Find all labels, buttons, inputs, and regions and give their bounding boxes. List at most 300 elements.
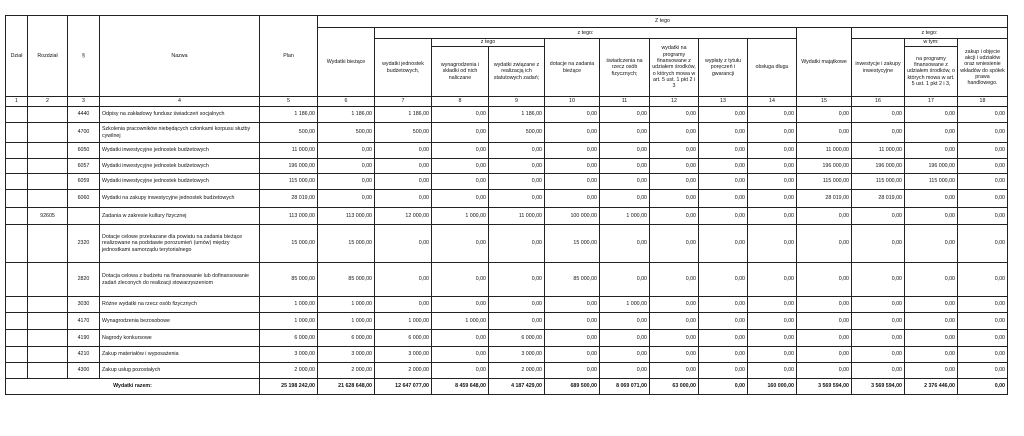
cell-paragraf: 6057	[68, 159, 100, 174]
header-obsluga-dlugu: obsługa długu	[748, 39, 797, 97]
cell-value: 0,00	[432, 174, 489, 190]
cell-value: 0,00	[958, 297, 1008, 313]
cell-nazwa: Wynagrodzenia bezosobowe	[100, 313, 260, 330]
column-number: 14	[748, 97, 797, 107]
cell-value: 115 000,00	[797, 174, 852, 190]
cell-value: 2 000,00	[318, 363, 375, 379]
cell-value: 0,00	[699, 363, 748, 379]
cell-value: 0,00	[958, 208, 1008, 225]
cell-value: 0,00	[650, 263, 699, 297]
cell-dzial	[6, 107, 28, 123]
cell-value: 3 000,00	[318, 347, 375, 363]
cell-value: 1 000,00	[432, 208, 489, 225]
table-row	[6, 159, 1008, 174]
cell-value: 196 000,00	[797, 159, 852, 174]
cell-value: 0,00	[650, 330, 699, 347]
cell-nazwa: Różne wydatki na rzecz osób fizycznych	[100, 297, 260, 313]
cell-value: 0,00	[852, 123, 905, 143]
cell-value: 0,00	[375, 143, 432, 159]
total-value: 689 500,00	[545, 379, 600, 395]
cell-value: 196 000,00	[260, 159, 318, 174]
cell-value: 0,00	[905, 143, 958, 159]
cell-value: 15 000,00	[260, 225, 318, 263]
cell-nazwa: Odpisy na zakładowy fundusz świadczeń socjalnych	[100, 107, 260, 123]
cell-value: 0,00	[748, 143, 797, 159]
cell-value: 0,00	[905, 263, 958, 297]
cell-value: 0,00	[797, 297, 852, 313]
total-value: 3 569 594,00	[852, 379, 905, 395]
cell-value: 12 000,00	[375, 208, 432, 225]
cell-value: 0,00	[375, 263, 432, 297]
cell-value: 0,00	[958, 123, 1008, 143]
total-value: 0,00	[958, 379, 1008, 395]
header-w-tym: w tym:	[905, 39, 958, 47]
cell-value: 0,00	[699, 107, 748, 123]
column-number: 17	[905, 97, 958, 107]
cell-value: 0,00	[852, 225, 905, 263]
cell-value: 85 000,00	[318, 263, 375, 297]
cell-value: 0,00	[545, 190, 600, 208]
cell-value: 0,00	[905, 123, 958, 143]
cell-value: 113 000,00	[260, 208, 318, 225]
total-value: 63 000,00	[650, 379, 699, 395]
header-wydatki-statutowe: wydatki związane z realizacją ich statutowych zadań;	[489, 47, 545, 97]
cell-value: 115 000,00	[905, 174, 958, 190]
column-number: 11	[600, 97, 650, 107]
cell-paragraf: 4440	[68, 107, 100, 123]
cell-value: 0,00	[432, 263, 489, 297]
cell-value: 0,00	[600, 363, 650, 379]
column-number: 12	[650, 97, 699, 107]
cell-value: 0,00	[600, 313, 650, 330]
cell-value: 0,00	[748, 263, 797, 297]
cell-dzial	[6, 347, 28, 363]
cell-rozdzial	[28, 297, 68, 313]
cell-rozdzial	[28, 347, 68, 363]
cell-value: 0,00	[852, 347, 905, 363]
table-row	[6, 330, 1008, 347]
column-number: 9	[489, 97, 545, 107]
table-row	[6, 313, 1008, 330]
cell-value: 3 000,00	[375, 347, 432, 363]
cell-value: 0,00	[432, 190, 489, 208]
total-value: 8 459 648,00	[432, 379, 489, 395]
cell-value: 6 000,00	[260, 330, 318, 347]
cell-value: 0,00	[600, 190, 650, 208]
cell-value: 0,00	[797, 208, 852, 225]
header-inwestycje: inwestycje i zakupy inwestycyjne	[852, 39, 905, 97]
cell-value: 1 000,00	[260, 297, 318, 313]
total-label: Wydatki razem:	[6, 379, 260, 395]
header-paragraf: §	[68, 16, 100, 97]
column-number: 2	[28, 97, 68, 107]
header-z-tego: Z tego	[318, 16, 1008, 28]
cell-dzial	[6, 263, 28, 297]
cell-dzial	[6, 313, 28, 330]
cell-value: 0,00	[545, 363, 600, 379]
cell-value: 0,00	[852, 208, 905, 225]
cell-value: 0,00	[699, 263, 748, 297]
cell-value: 115 000,00	[852, 174, 905, 190]
cell-value: 0,00	[318, 159, 375, 174]
cell-value: 0,00	[797, 313, 852, 330]
cell-nazwa: Szkolenia pracowników niebędących członkami korpusu służby cywilnej	[100, 123, 260, 143]
table-row	[6, 363, 1008, 379]
cell-value: 0,00	[650, 143, 699, 159]
cell-value: 0,00	[905, 347, 958, 363]
cell-value: 0,00	[958, 107, 1008, 123]
table-row	[6, 347, 1008, 363]
column-number: 18	[958, 97, 1008, 107]
cell-value: 85 000,00	[545, 263, 600, 297]
cell-value: 0,00	[545, 143, 600, 159]
cell-value: 0,00	[797, 123, 852, 143]
cell-value: 0,00	[958, 313, 1008, 330]
cell-rozdzial	[28, 174, 68, 190]
cell-value: 113 000,00	[318, 208, 375, 225]
cell-dzial	[6, 330, 28, 347]
cell-value: 0,00	[797, 263, 852, 297]
cell-value: 0,00	[852, 313, 905, 330]
column-number: 10	[545, 97, 600, 107]
cell-value: 0,00	[958, 159, 1008, 174]
cell-value: 0,00	[545, 174, 600, 190]
cell-value: 0,00	[375, 225, 432, 263]
cell-rozdzial	[28, 107, 68, 123]
cell-value: 0,00	[650, 174, 699, 190]
cell-value: 2 000,00	[375, 363, 432, 379]
cell-rozdzial	[28, 159, 68, 174]
cell-value: 0,00	[432, 123, 489, 143]
cell-value: 0,00	[432, 225, 489, 263]
cell-value: 11 000,00	[852, 143, 905, 159]
cell-value: 1 186,00	[375, 107, 432, 123]
cell-value: 0,00	[852, 263, 905, 297]
cell-rozdzial	[28, 330, 68, 347]
cell-nazwa: Zakup materiałów i wyposażenia	[100, 347, 260, 363]
cell-value: 0,00	[489, 174, 545, 190]
cell-rozdzial: 92605	[28, 208, 68, 225]
cell-value: 0,00	[748, 330, 797, 347]
cell-value: 1 000,00	[600, 297, 650, 313]
table-row	[6, 143, 1008, 159]
cell-value: 0,00	[699, 159, 748, 174]
table-row	[6, 297, 1008, 313]
cell-value: 0,00	[958, 190, 1008, 208]
total-value: 21 628 648,00	[318, 379, 375, 395]
column-number: 15	[797, 97, 852, 107]
budget-expenditure-table	[5, 15, 1008, 395]
total-value: 3 569 594,00	[797, 379, 852, 395]
cell-value: 0,00	[650, 297, 699, 313]
cell-value: 1 000,00	[432, 313, 489, 330]
total-value: 2 376 446,00	[905, 379, 958, 395]
cell-value: 1 000,00	[318, 313, 375, 330]
cell-value: 0,00	[600, 174, 650, 190]
cell-paragraf: 4210	[68, 347, 100, 363]
cell-value: 0,00	[545, 330, 600, 347]
table-row	[6, 208, 1008, 225]
header-wydatki-majatkowe: Wydatki majątkowe	[797, 28, 852, 97]
cell-value: 0,00	[600, 123, 650, 143]
cell-nazwa: Dotacja celowa z budżetu na finansowanie lub dofinansowanie zadań zleconych do realizacji stowarzyszeniom	[100, 263, 260, 297]
column-number: 16	[852, 97, 905, 107]
cell-value: 0,00	[650, 208, 699, 225]
cell-value: 0,00	[489, 313, 545, 330]
cell-value: 0,00	[375, 190, 432, 208]
cell-nazwa: Wydatki na zakupy inwestycyjne jednostek budżetowych	[100, 190, 260, 208]
cell-value: 0,00	[905, 107, 958, 123]
cell-value: 0,00	[748, 159, 797, 174]
cell-value: 0,00	[852, 107, 905, 123]
cell-value: 0,00	[650, 313, 699, 330]
cell-value: 0,00	[375, 174, 432, 190]
cell-value: 0,00	[600, 143, 650, 159]
cell-value: 0,00	[318, 190, 375, 208]
table-body	[6, 107, 1008, 395]
cell-value: 500,00	[489, 123, 545, 143]
cell-dzial	[6, 123, 28, 143]
cell-nazwa: Wydatki inwestycyjne jednostek budżetowych	[100, 174, 260, 190]
cell-value: 0,00	[650, 347, 699, 363]
cell-dzial	[6, 159, 28, 174]
cell-value: 0,00	[905, 190, 958, 208]
cell-value: 0,00	[748, 225, 797, 263]
cell-value: 0,00	[489, 159, 545, 174]
cell-nazwa: Nagrody konkursowe	[100, 330, 260, 347]
cell-value: 0,00	[432, 347, 489, 363]
cell-value: 0,00	[600, 225, 650, 263]
cell-value: 0,00	[797, 330, 852, 347]
header-z-tego-biezace: z tego:	[375, 28, 797, 39]
cell-value: 0,00	[600, 107, 650, 123]
cell-value: 0,00	[905, 330, 958, 347]
cell-value: 28 019,00	[260, 190, 318, 208]
cell-nazwa: Dotacje celowe przekazane dla powiatu na zadania bieżące realizowane na podstawie porozumień (umów) między jednostkami samorządu terytorialnego	[100, 225, 260, 263]
table-row	[6, 190, 1008, 208]
cell-value: 0,00	[650, 190, 699, 208]
cell-value: 0,00	[545, 347, 600, 363]
cell-value: 500,00	[375, 123, 432, 143]
cell-paragraf: 2820	[68, 263, 100, 297]
cell-value: 11 000,00	[797, 143, 852, 159]
total-value: 12 647 077,00	[375, 379, 432, 395]
cell-rozdzial	[28, 123, 68, 143]
cell-nazwa: Wydatki inwestycyjne jednostek budżetowych	[100, 159, 260, 174]
cell-dzial	[6, 208, 28, 225]
cell-value: 0,00	[375, 159, 432, 174]
cell-dzial	[6, 225, 28, 263]
cell-value: 0,00	[489, 263, 545, 297]
cell-value: 0,00	[650, 225, 699, 263]
cell-value: 0,00	[432, 143, 489, 159]
cell-value: 0,00	[797, 347, 852, 363]
cell-value: 196 000,00	[852, 159, 905, 174]
cell-value: 0,00	[699, 208, 748, 225]
cell-value: 1 186,00	[489, 107, 545, 123]
column-number: 1	[6, 97, 28, 107]
cell-value: 0,00	[958, 347, 1008, 363]
cell-value: 0,00	[545, 107, 600, 123]
cell-value: 0,00	[699, 313, 748, 330]
cell-value: 196 000,00	[905, 159, 958, 174]
cell-value: 2 000,00	[260, 363, 318, 379]
cell-value: 0,00	[545, 297, 600, 313]
header-nazwa: Nazwa	[100, 16, 260, 97]
cell-value: 2 000,00	[489, 363, 545, 379]
cell-paragraf: 6050	[68, 143, 100, 159]
cell-value: 0,00	[699, 123, 748, 143]
cell-value: 0,00	[489, 143, 545, 159]
column-number-row	[6, 97, 1008, 107]
cell-paragraf	[68, 208, 100, 225]
header-plan: Plan	[260, 16, 318, 97]
cell-value: 0,00	[318, 174, 375, 190]
cell-value: 15 000,00	[318, 225, 375, 263]
column-number: 8	[432, 97, 489, 107]
cell-value: 1 000,00	[318, 297, 375, 313]
cell-rozdzial	[28, 363, 68, 379]
cell-value: 115 000,00	[260, 174, 318, 190]
cell-value: 0,00	[748, 107, 797, 123]
cell-value: 0,00	[489, 225, 545, 263]
cell-dzial	[6, 190, 28, 208]
cell-paragraf: 4170	[68, 313, 100, 330]
cell-dzial	[6, 363, 28, 379]
cell-value: 0,00	[545, 159, 600, 174]
cell-rozdzial	[28, 263, 68, 297]
cell-value: 0,00	[852, 297, 905, 313]
cell-value: 0,00	[748, 313, 797, 330]
cell-nazwa: Wydatki inwestycyjne jednostek budżetowych	[100, 143, 260, 159]
cell-value: 500,00	[318, 123, 375, 143]
header-dotacje: dotacje na zadania bieżące	[545, 39, 600, 97]
cell-value: 0,00	[432, 363, 489, 379]
cell-value: 0,00	[432, 107, 489, 123]
cell-value: 0,00	[748, 190, 797, 208]
column-number: 3	[68, 97, 100, 107]
cell-nazwa: Zakup usług pozostałych	[100, 363, 260, 379]
cell-value: 1 000,00	[260, 313, 318, 330]
cell-value: 0,00	[905, 208, 958, 225]
total-value: 25 198 242,00	[260, 379, 318, 395]
header-akcje: zakup i objęcie akcji i udziałów oraz wniesienie wkładów do spółek prawa handlowego.	[958, 39, 1008, 97]
header-poreczenia: wypłaty z tytułu poręczeń i gwarancji	[699, 39, 748, 97]
cell-value: 3 000,00	[260, 347, 318, 363]
cell-paragraf: 3030	[68, 297, 100, 313]
cell-value: 0,00	[748, 174, 797, 190]
cell-value: 0,00	[545, 123, 600, 143]
table-row	[6, 123, 1008, 143]
cell-value: 0,00	[650, 159, 699, 174]
cell-value: 28 019,00	[797, 190, 852, 208]
cell-value: 0,00	[432, 297, 489, 313]
cell-value: 0,00	[699, 297, 748, 313]
cell-value: 0,00	[650, 123, 699, 143]
cell-value: 0,00	[600, 159, 650, 174]
cell-dzial	[6, 297, 28, 313]
cell-value: 0,00	[905, 313, 958, 330]
cell-value: 0,00	[905, 297, 958, 313]
cell-paragraf: 4300	[68, 363, 100, 379]
cell-value: 0,00	[958, 263, 1008, 297]
cell-paragraf: 4190	[68, 330, 100, 347]
cell-value: 6 000,00	[489, 330, 545, 347]
cell-value: 0,00	[797, 107, 852, 123]
cell-value: 1 000,00	[600, 208, 650, 225]
column-number: 7	[375, 97, 432, 107]
header-programy: wydatki na programy finansowane z udziałem środków, o których mowa w art. 5 ust. 1 pkt 2 i 3	[650, 39, 699, 97]
total-value: 0,00	[699, 379, 748, 395]
column-number: 4	[100, 97, 260, 107]
cell-value: 0,00	[489, 297, 545, 313]
cell-value: 0,00	[600, 347, 650, 363]
cell-dzial	[6, 174, 28, 190]
cell-value: 0,00	[748, 123, 797, 143]
cell-paragraf: 2320	[68, 225, 100, 263]
cell-value: 0,00	[318, 143, 375, 159]
cell-value: 15 000,00	[545, 225, 600, 263]
cell-value: 0,00	[852, 330, 905, 347]
cell-value: 0,00	[375, 297, 432, 313]
cell-value: 0,00	[748, 297, 797, 313]
cell-rozdzial	[28, 313, 68, 330]
cell-value: 0,00	[545, 313, 600, 330]
table-row	[6, 263, 1008, 297]
cell-rozdzial	[28, 190, 68, 208]
column-number: 6	[318, 97, 375, 107]
cell-value: 0,00	[489, 190, 545, 208]
cell-value: 0,00	[748, 347, 797, 363]
cell-paragraf: 6060	[68, 190, 100, 208]
header-z-tego-jednostek: z tego	[432, 39, 545, 47]
header-programy-majatkowe: na programy finansowane z udziałem środków, o których mowa w art. 5 ust. 1 pkt 2 i 3,	[905, 47, 958, 97]
cell-value: 0,00	[699, 225, 748, 263]
cell-value: 0,00	[699, 190, 748, 208]
total-value: 8 069 071,00	[600, 379, 650, 395]
total-value: 160 000,00	[748, 379, 797, 395]
cell-value: 0,00	[958, 363, 1008, 379]
table-row	[6, 174, 1008, 190]
cell-rozdzial	[28, 143, 68, 159]
cell-value: 85 000,00	[260, 263, 318, 297]
cell-value: 3 000,00	[489, 347, 545, 363]
cell-value: 1 000,00	[375, 313, 432, 330]
cell-value: 0,00	[699, 347, 748, 363]
cell-value: 0,00	[650, 107, 699, 123]
header-swiadczenia: świadczenia na rzecz osób fizycznych;	[600, 39, 650, 97]
cell-value: 0,00	[797, 363, 852, 379]
cell-value: 500,00	[260, 123, 318, 143]
cell-value: 0,00	[650, 363, 699, 379]
cell-value: 0,00	[958, 330, 1008, 347]
cell-value: 0,00	[699, 330, 748, 347]
cell-value: 6 000,00	[318, 330, 375, 347]
column-number: 13	[699, 97, 748, 107]
cell-value: 0,00	[958, 143, 1008, 159]
cell-value: 0,00	[958, 174, 1008, 190]
header-wynagrodzenia: wynagrodzenia i składki od nich naliczane	[432, 47, 489, 97]
cell-nazwa: Zadania w zakresie kultury fizycznej	[100, 208, 260, 225]
cell-paragraf: 6059	[68, 174, 100, 190]
cell-value: 11 000,00	[260, 143, 318, 159]
cell-value: 0,00	[699, 143, 748, 159]
cell-value: 0,00	[432, 330, 489, 347]
cell-rozdzial	[28, 225, 68, 263]
cell-value: 0,00	[905, 225, 958, 263]
header-wydatki-jednostek: wydatki jednostek budżetowych,	[375, 39, 432, 97]
total-row	[6, 379, 1008, 395]
